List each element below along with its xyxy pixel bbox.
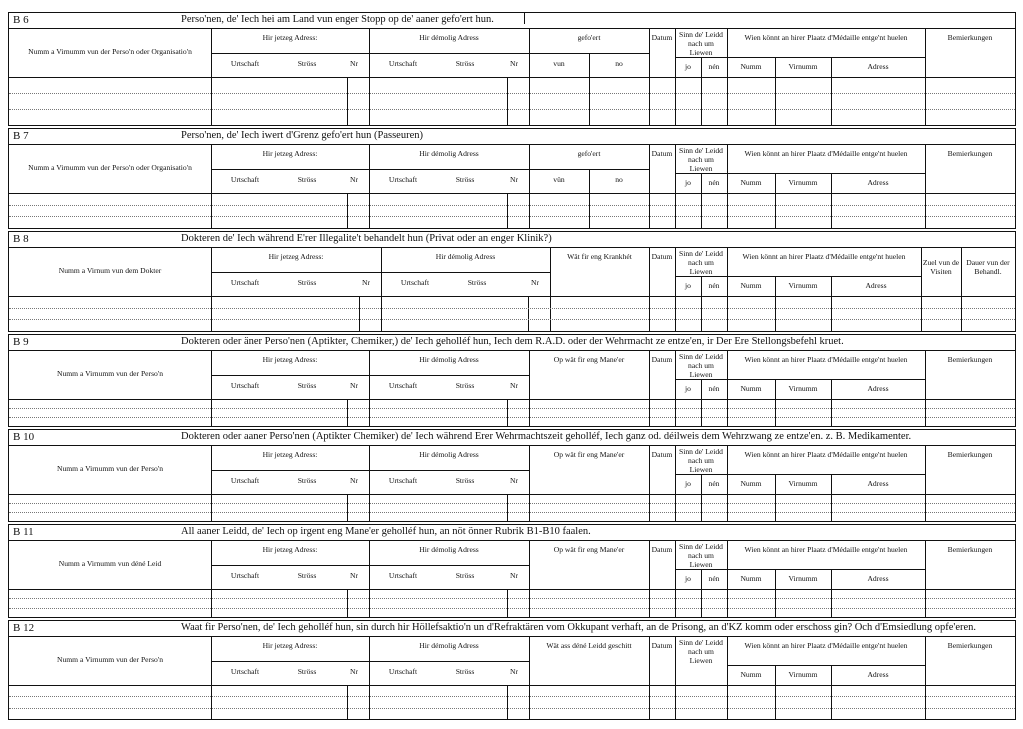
wien-header: Wien könnt an hirer Plaatz d'Médaille entge'nt huelen [744,450,908,459]
stross-label: Ströss [455,175,475,184]
nr-label: Nr [349,59,358,68]
wien-adress: Adress [865,281,887,290]
former-address-header: Hir démolig Adress [419,545,479,554]
header-rule [9,399,1015,400]
sinn-header: Sinn de' Leidd nach um Liewen [679,638,723,665]
nr-label: Nr [509,571,518,580]
ort-label: Urtschaft [230,571,260,580]
entry-row-line [9,608,1015,609]
mid-column-header: Wät ass déné Leidd geschitt [546,641,632,650]
current-address-header: Hir jetzeg Adress: [262,33,318,42]
ort-label: Urtschaft [400,278,430,287]
nr-label: Nr [349,571,358,580]
stross-label: Ströss [455,667,475,676]
mid-column-header: Wät fir eng Krankhét [567,252,632,261]
section-code: B 8 [13,233,29,245]
mid-column-header: Op wät fir eng Mane'er [553,545,625,554]
address-subrule [211,169,529,170]
section-code: B 6 [13,14,29,26]
mid-column-header: gefo'ert [577,149,601,158]
mid-sub-from: vün [553,175,565,184]
datum-header: Datum [651,450,673,459]
sinn-header: Sinn de' Leidd nach um Liewen [679,447,723,474]
entry-row-line [9,408,1015,409]
address-subrule [211,661,529,662]
stross-label: Ströss [455,476,475,485]
former-address-header: Hir démolig Adress [419,641,479,650]
mid-sub-to: no [615,59,623,68]
wien-virnumm: Virnumm [788,178,818,187]
ort-label: Urtschaft [388,571,418,580]
section-title: Perso'nen, de' Iech iwert d'Grenz gefo'ert hun (Passeuren) [181,130,423,141]
nr-label: Nr [509,175,518,184]
wien-header: Wien könnt an hirer Plaatz d'Médaille entge'nt huelen [744,33,908,42]
stross-label: Ströss [297,278,317,287]
current-address-header: Hir jetzeg Adress: [262,450,318,459]
wien-subrule [727,474,925,475]
jo-label: jo [685,62,691,71]
title-rule [9,247,1015,248]
remarks-header: Bemierkungen [947,33,993,42]
wien-virnumm: Virnumm [788,479,818,488]
remarks-header: Bemierkungen [947,450,993,459]
mid-sub-from: vun [553,59,565,68]
entry-row-line [9,512,1015,513]
ort-label: Urtschaft [230,667,260,676]
wien-virnumm: Virnumm [788,281,818,290]
wien-subrule [727,665,925,666]
current-address-header: Hir jetzeg Adress: [268,252,324,261]
form-section-b-10 [8,429,1016,522]
ort-label: Urtschaft [230,278,260,287]
wien-header: Wien könnt an hirer Plaatz d'Médaille entge'nt huelen [742,252,906,261]
former-address-header: Hir démolig Adress [419,355,479,364]
wien-numm: Numm [740,670,762,679]
entry-row-line [9,696,1015,697]
ort-label: Urtschaft [388,59,418,68]
current-address-header: Hir jetzeg Adress: [262,641,318,650]
header-rule [9,296,1015,297]
nr-label: Nr [361,278,370,287]
nen-label: nén [708,384,720,393]
header-rule [9,77,1015,78]
form-section-b-11 [8,524,1016,618]
stross-label: Ströss [297,476,317,485]
wien-subrule [727,276,921,277]
name-column-header: Numm a Virnumm vun der Perso'n oder Organisatio'n [28,163,192,172]
section-title: Dokteren de' Iech während E'rer Illegalite't behandelt hun (Privat oder an enger Klinik?) [181,233,552,244]
title-rule [9,540,1015,541]
wien-adress: Adress [867,62,889,71]
section-code: B 9 [13,336,29,348]
entry-row-line [9,598,1015,599]
dauer-header: Dauer vun der Behandl. [966,258,1010,276]
name-column-header: Numm a Virnum vun dem Dokter [58,266,162,275]
jo-label: jo [685,574,691,583]
wien-subrule [727,569,925,570]
entry-row-line [9,708,1015,709]
stross-label: Ströss [467,278,487,287]
current-address-header: Hir jetzeg Adress: [262,149,318,158]
address-subrule [211,53,529,54]
stross-label: Ströss [297,59,317,68]
section-code: B 10 [13,431,35,443]
nr-label: Nr [349,381,358,390]
entry-row-line [9,205,1015,206]
wien-numm: Numm [740,384,762,393]
datum-header: Datum [651,545,673,554]
datum-header: Datum [651,149,673,158]
mid-column-header: Op wät fir eng Mane'er [553,355,625,364]
ort-label: Urtschaft [230,175,260,184]
wien-subrule [727,57,925,58]
nr-label: Nr [349,175,358,184]
wien-header: Wien könnt an hirer Plaatz d'Médaille entge'nt huelen [744,545,908,554]
visiten-header: Zuel vun de Visiten [922,258,960,276]
section-title: Dokteren oder aaner Perso'nen (Aptikter Chemiker) de' Iech während Erer Wehrmachtszeit geholléf, Iech ganz od. déilweis dem Wehrzwang ze entze'en. z. B. Medikamenter. [181,431,912,442]
entry-row-line [9,308,1015,309]
datum-header: Datum [651,252,673,261]
former-address-header: Hir démolig Adress [419,33,479,42]
stross-label: Ströss [297,667,317,676]
stross-label: Ströss [297,381,317,390]
datum-header: Datum [651,641,673,650]
section-title: Waat fir Perso'nen, de' Iech geholléf hun, sin durch hir Höllefsaktio'n un d'Refraktären vom Okkupant verhaft, an de Prisong, an d'KZ komm oder erschoss gin? Och d'Emsiedlung opfe'eren. [181,622,977,633]
sinn-header: Sinn de' Leidd nach um Liewen [679,249,723,276]
address-subrule [211,375,529,376]
name-column-header: Numm a Virnumm vun der Perso'n [56,655,164,664]
current-address-header: Hir jetzeg Adress: [262,355,318,364]
title-rule [9,350,1015,351]
form-section-b-7 [8,128,1016,229]
ort-label: Urtschaft [388,476,418,485]
wien-numm: Numm [740,281,762,290]
header-rule [9,589,1015,590]
jo-label: jo [685,281,691,290]
section-code: B 7 [13,130,29,142]
wien-adress: Adress [867,178,889,187]
sinn-header: Sinn de' Leidd nach um Liewen [679,30,723,57]
mid-column-header: gefo'ert [577,33,601,42]
former-address-header: Hir démolig Adress [419,149,479,158]
wien-numm: Numm [740,62,762,71]
wien-numm: Numm [740,574,762,583]
nr-label: Nr [349,667,358,676]
header-rule [9,193,1015,194]
wien-subrule [727,173,925,174]
section-title: Perso'nen, de' Iech hei am Land vun enger Stopp op de' aaner gefo'ert hun. [181,14,494,25]
entry-row-line [9,93,1015,94]
wien-adress: Adress [867,384,889,393]
datum-header: Datum [651,33,673,42]
nr-label: Nr [509,667,518,676]
title-rule [9,636,1015,637]
jo-label: jo [685,178,691,187]
former-address-header: Hir démolig Adress [419,450,479,459]
nen-label: nén [708,281,720,290]
wien-virnumm: Virnumm [788,574,818,583]
entry-row-line [9,503,1015,504]
wien-adress: Adress [867,479,889,488]
name-column-header: Numm a Virnumm vun déné Leid [58,559,162,568]
header-rule [9,685,1015,686]
wien-header: Wien könnt an hirer Plaatz d'Médaille entge'nt huelen [744,355,908,364]
ort-label: Urtschaft [230,381,260,390]
section-code: B 11 [13,526,34,538]
ort-label: Urtschaft [388,381,418,390]
header-rule [9,494,1015,495]
jo-label: jo [685,479,691,488]
form-section-b-6 [8,12,1016,126]
address-subrule [211,470,529,471]
ort-label: Urtschaft [388,667,418,676]
section-code: B 12 [13,622,35,634]
ort-label: Urtschaft [230,59,260,68]
wien-numm: Numm [740,479,762,488]
entry-row-line [9,109,1015,110]
form-section-b-8 [8,231,1016,332]
sinn-header: Sinn de' Leidd nach um Liewen [679,352,723,379]
wien-virnumm: Virnumm [788,62,818,71]
sinn-header: Sinn de' Leidd nach um Liewen [679,146,723,173]
entry-row-line [9,319,1015,320]
nen-label: nén [708,62,720,71]
section-title: Dokteren oder äner Perso'nen (Aptikter, Chemiker,) de' Iech geholléf hun, Iech dem R.A.D. oder der Wehrmacht ze entze'en, ir Der Ere Stellongsbefehl kruet. [181,336,844,347]
remarks-header: Bemierkungen [947,355,993,364]
address-subrule [211,565,529,566]
mid-sub-to: no [615,175,623,184]
wien-subrule [727,379,925,380]
ort-label: Urtschaft [388,175,418,184]
stross-label: Ströss [455,59,475,68]
nr-label: Nr [509,381,518,390]
form-section-b-9 [8,334,1016,427]
nen-label: nén [708,178,720,187]
title-rule [9,445,1015,446]
entry-row-line [9,417,1015,418]
jo-label: jo [685,384,691,393]
remarks-header: Bemierkungen [947,149,993,158]
sinn-header: Sinn de' Leidd nach um Liewen [679,542,723,569]
wien-virnumm: Virnumm [788,670,818,679]
nr-label: Nr [349,476,358,485]
datum-header: Datum [651,355,673,364]
stross-label: Ströss [455,571,475,580]
wien-numm: Numm [740,178,762,187]
stross-label: Ströss [297,175,317,184]
remarks-header: Bemierkungen [947,545,993,554]
wien-adress: Adress [867,670,889,679]
section-title: All aaner Leidd, de' Iech op irgent eng Mane'er geholléf hun, an nöt önner Rubrik B1-B10 faalen. [181,526,591,537]
address-subrule [211,272,550,273]
title-rule [9,144,1015,145]
nen-label: nén [708,574,720,583]
wien-virnumm: Virnumm [788,384,818,393]
nr-label: Nr [509,476,518,485]
entry-row-line [9,216,1015,217]
name-column-header: Numm a Virnumm vun der Perso'n oder Organisatio'n [28,47,192,56]
name-column-header: Numm a Virnumm vun der Perso'n [56,464,164,473]
form-section-b-12 [8,620,1016,720]
wien-adress: Adress [867,574,889,583]
nen-label: nén [708,479,720,488]
wien-header: Wien könnt an hirer Plaatz d'Médaille entge'nt huelen [744,641,908,650]
current-address-header: Hir jetzeg Adress: [262,545,318,554]
mid-column-header: Op wät fir eng Mane'er [553,450,625,459]
title-rule [9,28,1015,29]
former-address-header: Hir démolig Adress [435,252,496,261]
form-page [8,12,1016,720]
ort-label: Urtschaft [230,476,260,485]
stross-label: Ströss [297,571,317,580]
nr-label: Nr [509,59,518,68]
stross-label: Ströss [455,381,475,390]
remarks-header: Bemierkungen [947,641,993,650]
nr-label: Nr [530,278,539,287]
wien-header: Wien könnt an hirer Plaatz d'Médaille entge'nt huelen [744,149,908,158]
name-column-header: Numm a Virnumm vun der Perso'n [56,369,164,378]
